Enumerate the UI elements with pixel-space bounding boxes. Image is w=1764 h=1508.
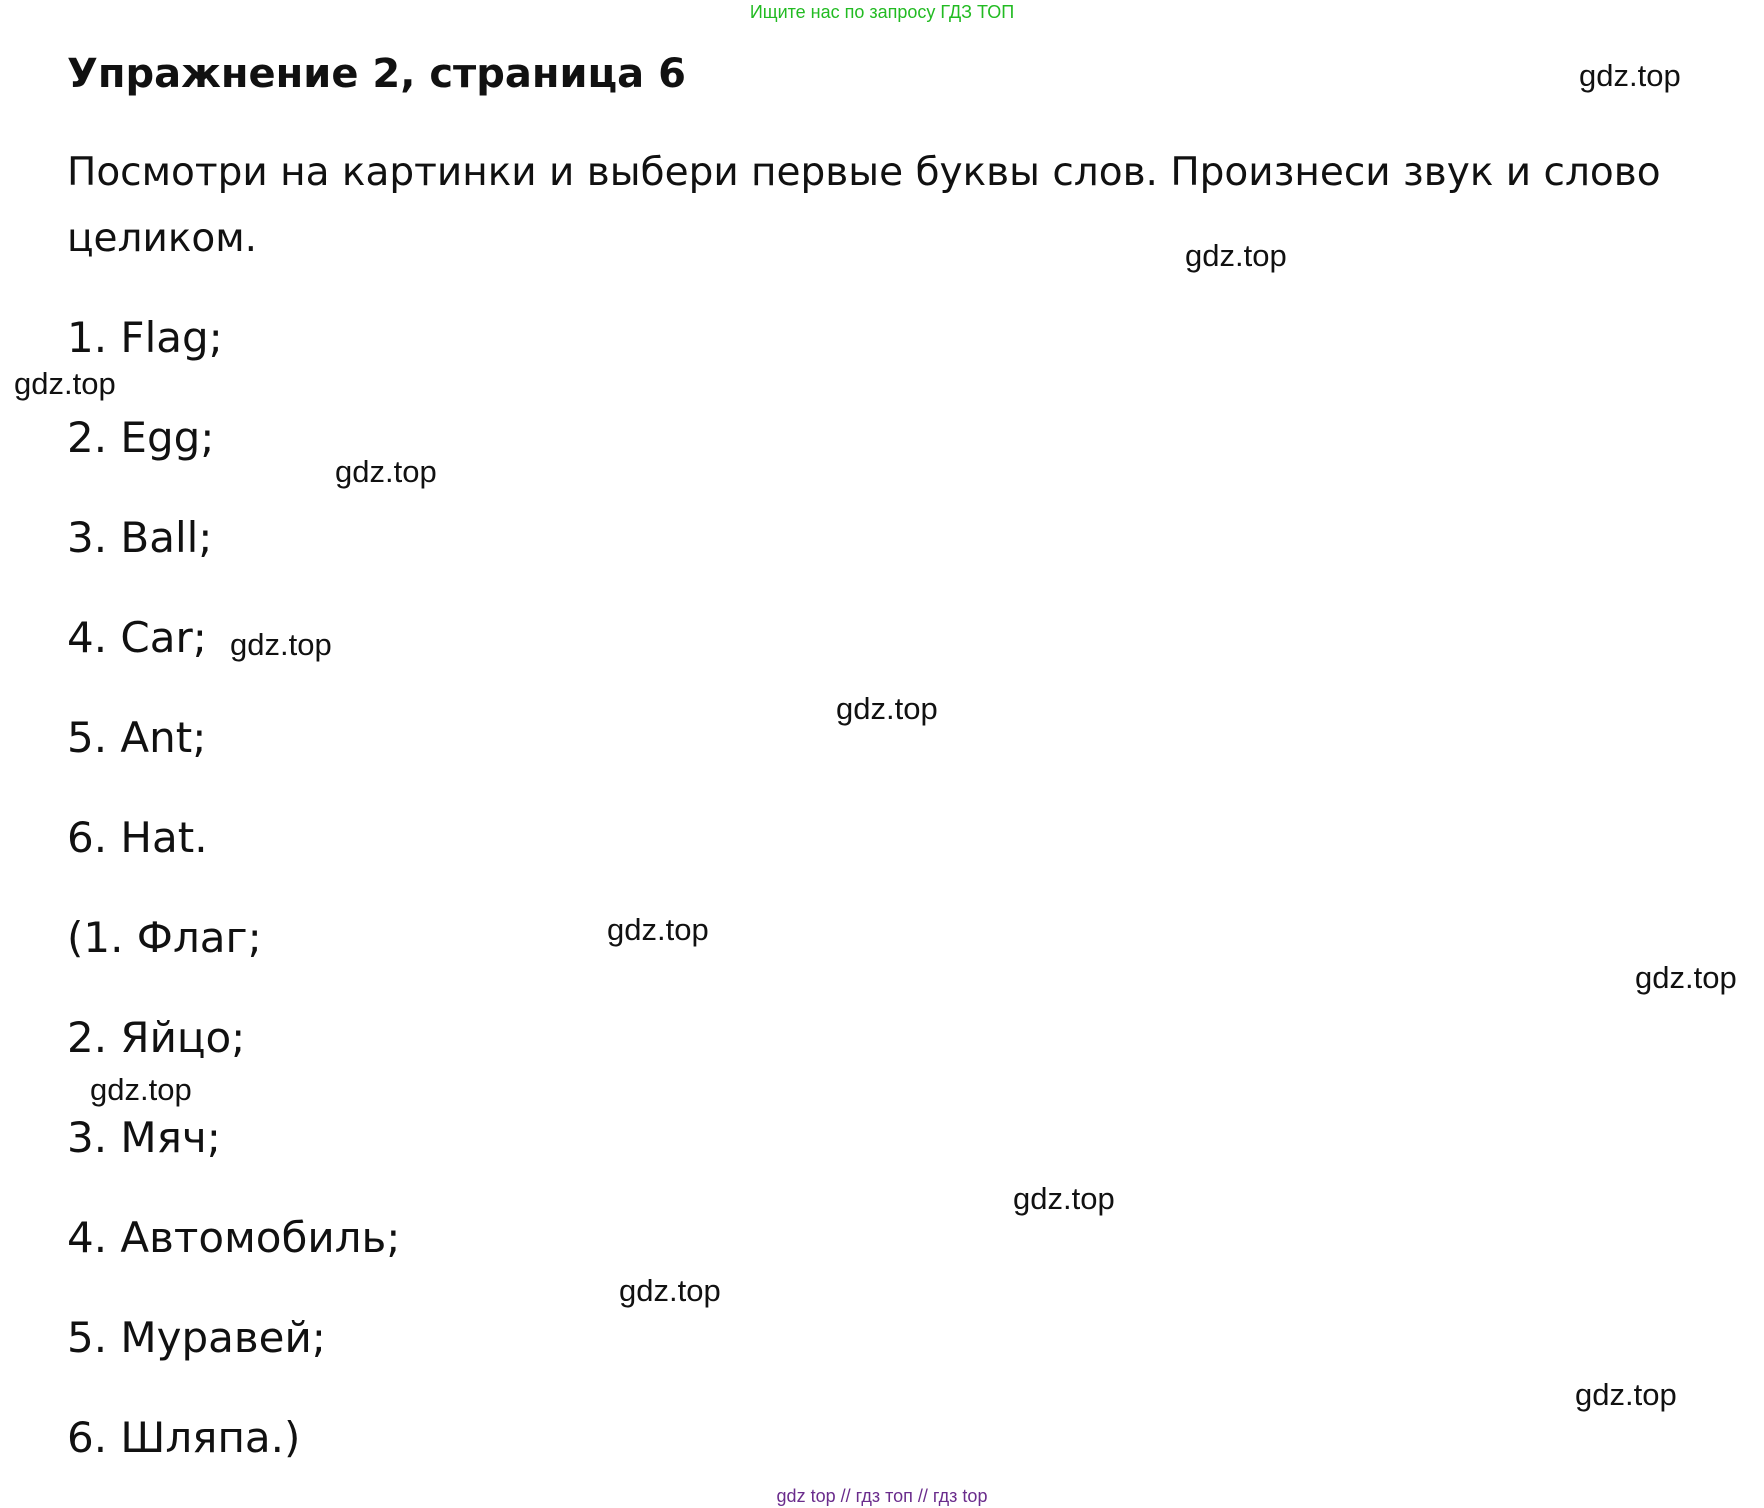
- exercise-instruction: Посмотри на картинки и выбери первые буквы слов. Произнеси звук и слово целиком.: [67, 150, 1661, 261]
- watermark: gdz.top: [335, 454, 437, 489]
- translation-item-2: 2. Яйцо;: [67, 1013, 246, 1062]
- watermark: gdz.top: [1579, 58, 1681, 93]
- watermark: gdz.top: [607, 912, 709, 947]
- translation-item-3: 3. Мяч;: [67, 1113, 221, 1162]
- translation-item-4: 4. Автомобиль;: [67, 1213, 401, 1262]
- watermark: gdz.top: [1013, 1181, 1115, 1216]
- answer-item-3: 3. Ball;: [67, 513, 213, 562]
- watermark: gdz.top: [230, 627, 332, 662]
- watermark: gdz.top: [1185, 238, 1287, 273]
- top-banner: Ищите нас по запросу ГДЗ ТОП: [749, 2, 1015, 22]
- answer-item-4: 4. Car;: [67, 613, 207, 662]
- watermark: gdz.top: [619, 1273, 721, 1308]
- page-title: Упражнение 2, страница 6: [67, 51, 686, 97]
- watermark: gdz.top: [836, 691, 938, 726]
- watermark: gdz.top: [1575, 1377, 1677, 1412]
- answer-item-2: 2. Egg;: [67, 413, 215, 462]
- watermark: gdz.top: [1635, 960, 1737, 995]
- translation-item-5: 5. Муравей;: [67, 1313, 326, 1362]
- footer-watermark: gdz top // гдз топ // гдз top: [776, 1486, 988, 1506]
- watermark: gdz.top: [90, 1072, 192, 1107]
- translation-item-1: (1. Флаг;: [67, 913, 262, 962]
- answer-item-5: 5. Ant;: [67, 713, 207, 762]
- answer-item-1: 1. Flag;: [67, 313, 223, 362]
- translation-item-6: 6. Шляпа.): [67, 1413, 301, 1462]
- watermark: gdz.top: [14, 366, 116, 401]
- answer-item-6: 6. Hat.: [67, 813, 208, 862]
